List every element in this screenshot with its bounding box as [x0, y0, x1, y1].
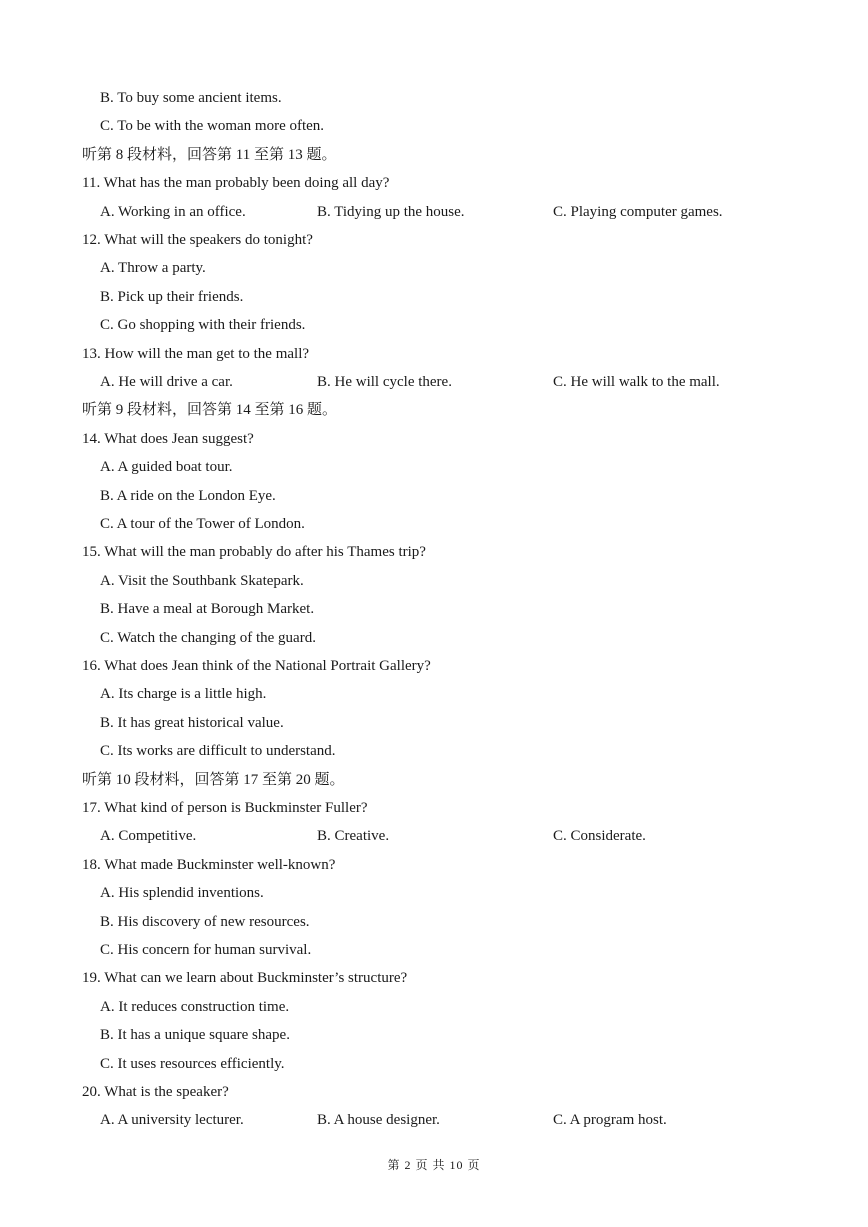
answer-option: A. It reduces construction time.: [100, 998, 290, 1015]
answer-option: B. To buy some ancient items.: [100, 90, 282, 106]
answer-option: C. He will walk to the mall.: [553, 374, 720, 390]
answer-option: A. A guided boat tour.: [100, 459, 233, 476]
answer-option: B. It has a unique square shape.: [100, 1027, 290, 1044]
question-stem: 16. What does Jean think of the National Portrait Gallery?: [82, 658, 431, 674]
answer-option: A. Competitive.: [100, 828, 197, 845]
question-stem: 15. What will the man probably do after his Thames trip?: [82, 544, 426, 561]
answer-option: B. He will cycle there.: [317, 374, 452, 390]
question-stem: 19. What can we learn about Buckminster’s structure?: [82, 970, 408, 987]
section-instruction: 听第 9 段材料，回答第 14 至第 16 题。: [82, 402, 338, 419]
answer-options-row: [0, 1110, 868, 1130]
answer-option: B. Pick up their friends.: [100, 288, 244, 305]
answer-option: B. A house designer.: [317, 1112, 440, 1129]
answer-option: A. His splendid inventions.: [100, 885, 264, 902]
answer-options-row: [0, 826, 868, 846]
answer-option: C. It uses resources efficiently.: [100, 1055, 285, 1072]
answer-option: B. Have a meal at Borough Market.: [100, 601, 315, 618]
answer-option: C. Go shopping with their friends.: [100, 317, 306, 334]
question-stem: 12. What will the speakers do tonight?: [82, 232, 313, 248]
answer-option: A. Its charge is a little high.: [100, 686, 267, 703]
answer-option: A. He will drive a car.: [100, 374, 233, 390]
answer-option: B. His discovery of new resources.: [100, 913, 310, 930]
question-stem: 17. What kind of person is Buckminster Fuller?: [82, 800, 368, 816]
question-stem: 11. What has the man probably been doing all day?: [82, 175, 390, 192]
answer-option: C. Playing computer games.: [553, 203, 723, 220]
section-instruction: 听第 8 段材料，回答第 11 至第 13 题。: [82, 146, 337, 163]
answer-options-row: [0, 202, 868, 222]
question-stem: 20. What is the speaker?: [82, 1084, 229, 1100]
question-stem: 18. What made Buckminster well-known?: [82, 856, 336, 873]
answer-option: A. Throw a party.: [100, 260, 206, 277]
answer-option: C. To be with the woman more often.: [100, 118, 325, 135]
question-stem: 14. What does Jean suggest?: [82, 430, 254, 447]
answer-option: C. His concern for human survival.: [100, 942, 312, 958]
answer-option: C. Watch the changing of the guard.: [100, 629, 316, 646]
answer-option: A. Visit the Southbank Skatepark.: [100, 572, 304, 589]
page-footer: 第 2 页 共 10 页: [387, 1158, 481, 1172]
answer-option: C. A tour of the Tower of London.: [100, 516, 305, 532]
answer-options-row: [0, 372, 868, 392]
question-stem: 13. How will the man get to the mall?: [82, 345, 310, 362]
answer-option: B. A ride on the London Eye.: [100, 487, 276, 504]
answer-option: A. Working in an office.: [100, 203, 246, 220]
answer-option: C. A program host.: [553, 1112, 667, 1129]
answer-option: B. Tidying up the house.: [317, 203, 465, 220]
answer-option: A. A university lecturer.: [100, 1112, 244, 1129]
answer-option: C. Its works are difficult to understand.: [100, 743, 336, 760]
answer-option: B. It has great historical value.: [100, 714, 284, 731]
answer-option: C. Considerate.: [553, 828, 646, 845]
section-instruction: 听第 10 段材料，回答第 17 至第 20 题。: [82, 771, 345, 788]
answer-option: B. Creative.: [317, 828, 390, 845]
